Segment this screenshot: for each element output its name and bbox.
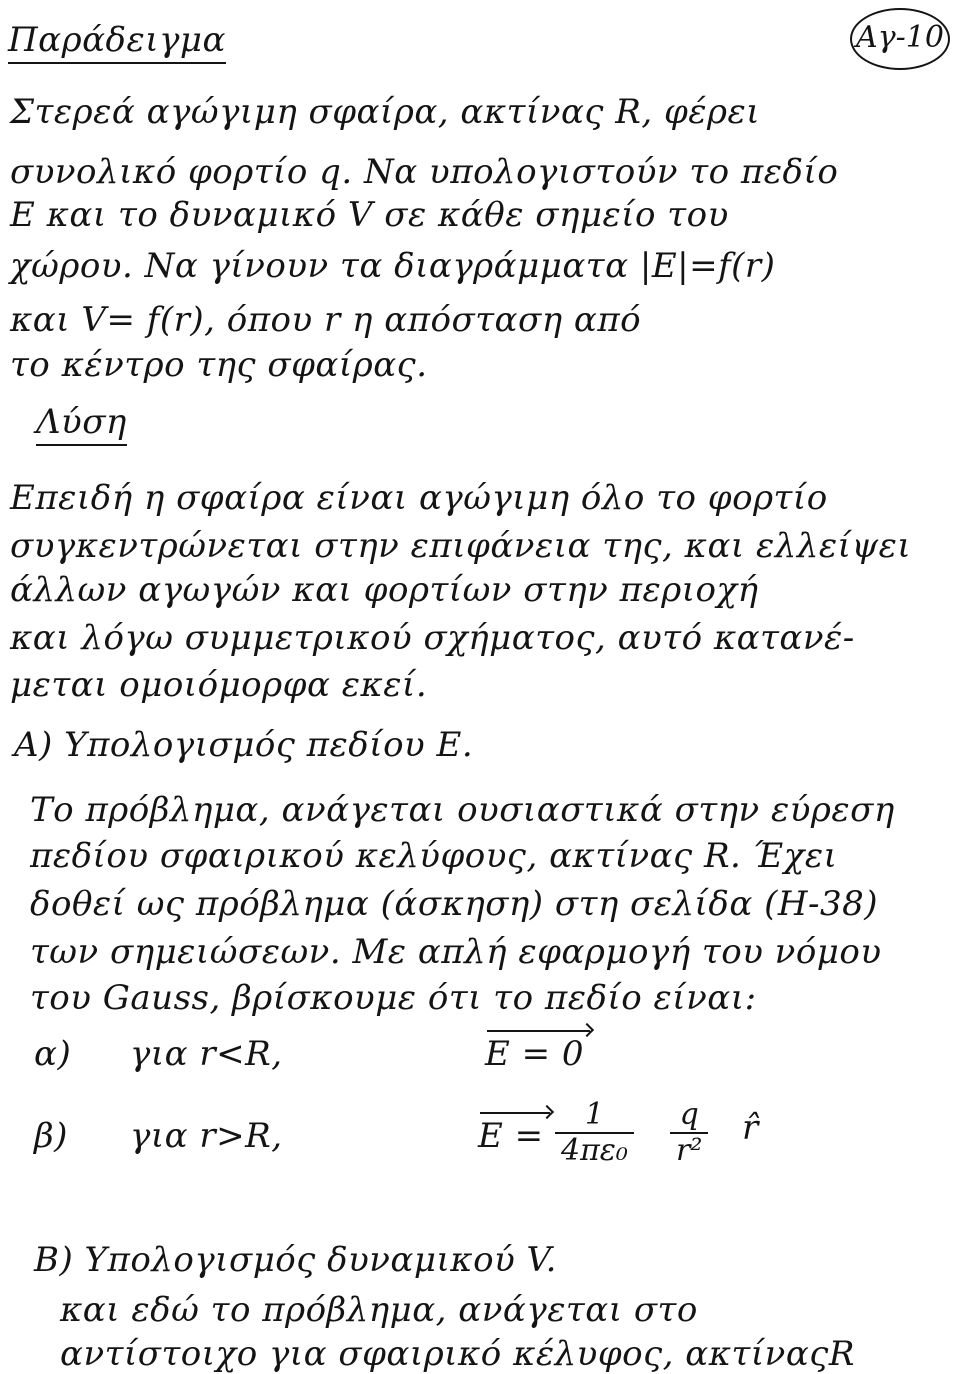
section-a-line-4: των σημειώσεων. Με απλή εφαρμογή του νόμου [30, 932, 882, 972]
solution-line-4: και λόγω συμμετρικού σχήματος, αυτό κατανέ- [10, 618, 855, 658]
case-a-condition: για r<R, [130, 1034, 283, 1074]
fraction-2-numerator: q [670, 1098, 708, 1134]
problem-line-2: συνολικό φορτίο q. Να υπολογιστούν το πεδίο [10, 152, 839, 192]
problem-line-6: το κέντρο της σφαίρας. [10, 345, 428, 385]
section-b-heading: Β) Υπολογισμός δυναμικού V. [34, 1240, 557, 1280]
problem-line-3: E και το δυναμικό V σε κάθε σημείο του [10, 195, 729, 235]
coulomb-constant-fraction [555, 1098, 634, 1168]
case-a-result-text: E = 0 [485, 1034, 585, 1074]
section-b-line-2: αντίστοιχο για σφαιρικό κέλυφος, ακτίναςR [60, 1334, 855, 1374]
problem-line-5: και V= f(r), όπου r η απόσταση από [10, 300, 642, 340]
case-b-condition: για r>R, [130, 1116, 283, 1156]
charge-over-r2-fraction [670, 1098, 708, 1168]
section-b-line-1: και εδώ το πρόβλημα, ανάγεται στο [60, 1290, 698, 1330]
section-a-line-5: του Gauss, βρίσκουμε ότι το πεδίο είναι: [30, 978, 757, 1018]
solution-line-2: συγκεντρώνεται στην επιφάνεια της, και ελλείψει [10, 526, 912, 566]
case-a-result [485, 1034, 584, 1074]
solution-heading: Λύση [36, 402, 127, 446]
case-b-label: β) [34, 1116, 68, 1156]
case-a-label: α) [34, 1034, 72, 1074]
solution-line-1: Επειδή η σφαίρα είναι αγώγιμη όλο το φορτίο [10, 478, 828, 518]
case-b-lhs [478, 1116, 544, 1156]
field-vector-symbol-b [478, 1116, 544, 1156]
case-b-lhs-text: E = [478, 1116, 544, 1156]
fraction-1-denominator: 4πε₀ [561, 1133, 628, 1168]
fraction-2-denominator: r² [676, 1133, 703, 1168]
problem-line-4: χώρου. Να γίνουν τα διαγράμματα |E|=f(r) [10, 246, 776, 286]
reference-badge: Aγ-10 [850, 8, 950, 70]
fraction-1-numerator: 1 [555, 1098, 634, 1134]
problem-line-1: Στερεά αγώγιμη σφαίρα, ακτίνας R, φέρει [10, 92, 761, 132]
section-a-line-2: πεδίου σφαιρικού κελύφους, ακτίνας R. Έχει [30, 836, 838, 876]
section-a-heading: Α) Υπολογισμός πεδίου E. [14, 725, 474, 765]
unit-vector-r-hat: r̂ [742, 1108, 759, 1148]
section-a-line-1: Το πρόβλημα, ανάγεται ουσιαστικά στην εύρεση [30, 790, 895, 830]
field-vector-symbol [485, 1034, 584, 1074]
solution-line-5: μεται ομοιόμορφα εκεί. [10, 665, 428, 705]
solution-line-3: άλλων αγωγών και φορτίων στην περιοχή [10, 570, 759, 610]
page-title: Παράδειγμα [8, 20, 226, 64]
section-a-line-3: δοθεί ως πρόβλημα (άσκηση) στη σελίδα (Η-38) [30, 884, 879, 924]
